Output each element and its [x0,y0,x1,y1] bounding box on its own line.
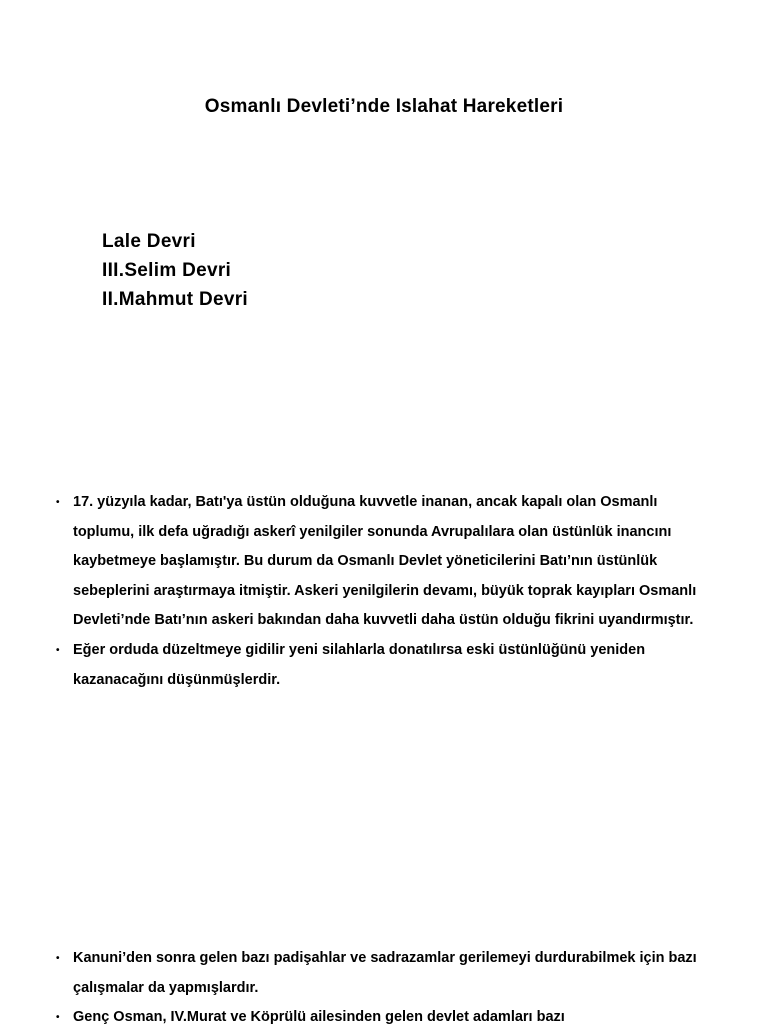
topic-mahmut-devri: II.Mahmut Devri [102,289,248,310]
page-title: Osmanlı Devleti’nde Islahat Hareketleri [204,96,564,117]
paragraph-text: Genç Osman, IV.Murat ve Köprülü ailesinden gelen devlet adamları bazı [73,1009,565,1026]
list-item [56,944,706,1003]
topic-lale-devri: Lale Devri [102,231,196,252]
paragraph-text: 17. yüzyıla kadar, Batı'ya üstün olduğuna kuvvetle inanan, ancak kapalı olan Osmanlı toplumu, ilk defa uğradığı askerî yenilgiler sonunda Avrupalılara olan üstünlük inancını kaybetmeye başlamıştır. Bu durum da Osmanlı Devlet yöneticilerini Batı’nın üstünlük sebeplerini araştırmaya itmiştir. Askeri yenilgilerin devamı, büyük toprak kayıpları Osmanlı Devleti’nde Batı’nın askeri bakından daha kuvvetli daha üstün olduğu fikrini uyandırmıştır. [73,494,697,629]
topic-list [102,227,248,314]
bullet-dot-icon: • [56,497,60,508]
bullet-dot-icon: • [56,953,60,964]
paragraph-text: Eğer orduda düzeltmeye gidilir yeni silahlarla donatılırsa eski üstünlüğünü yeniden kazanacağını düşünmüşlerdir. [73,641,646,688]
list-item [56,636,706,695]
paragraph-text: Kanuni’den sonra gelen bazı padişahlar ve sadrazamlar gerilemeyi durdurabilmek için bazı çalışmalar da yapmışlardır. [73,950,697,996]
bullet-list-2 [56,944,706,1033]
bullet-list-1 [56,488,706,695]
list-item [56,1003,706,1033]
list-item [56,488,706,636]
bullet-dot-icon: • [56,644,60,656]
bullet-dot-icon: • [56,1012,60,1024]
topic-selim-devri: III.Selim Devri [102,260,232,281]
